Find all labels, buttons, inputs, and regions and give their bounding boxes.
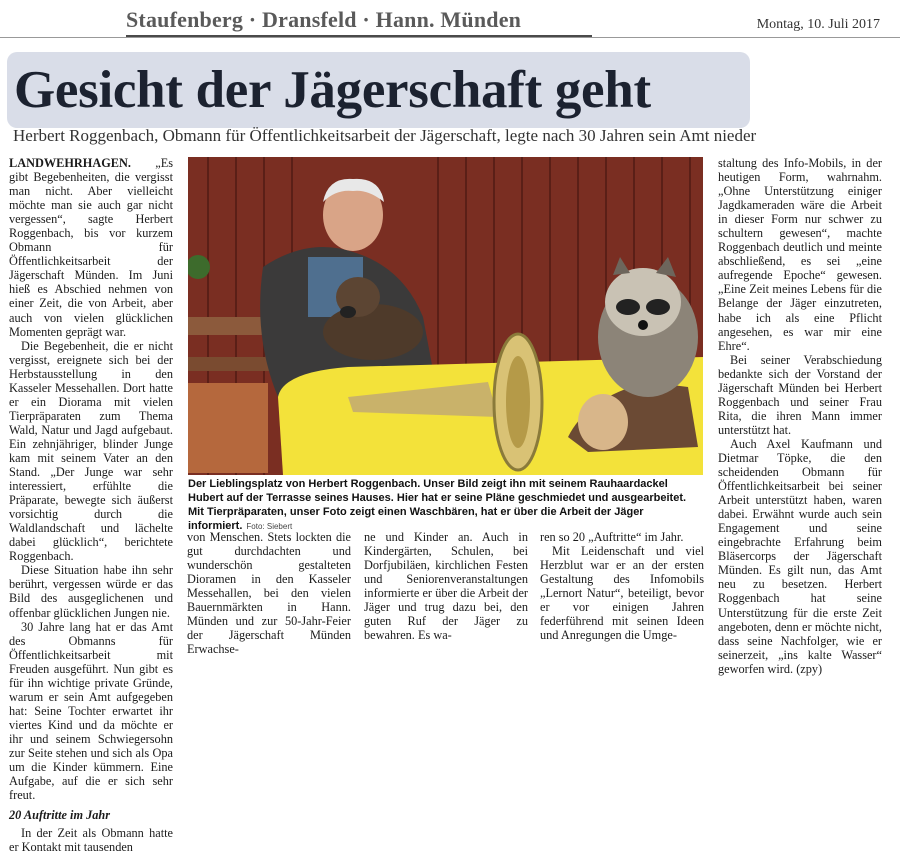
photo-credit: Foto: Siebert <box>246 522 293 531</box>
paragraph-text: „Es gibt Begebenheiten, die vergisst man nicht. Aber vielleicht möchte man sie auch gar nicht vergessen“, sagte Herbert Roggenbach, bis vor kurzem Obmann für Öffentlichkeitsarbeit der Jägerschaft Münden. Im Juni hieß es Abschied nehmen von einer Zeit, die von Arbeit, aber auch von vielen glücklichen Momenten geprägt war. <box>9 156 173 339</box>
paragraph: ne und Kinder an. Auch in Kindergärten, Schulen, bei Dorfjubiläen, kirchlichen Festen und Seniorenveranstaltungen informierte er über die Arbeit der Jäger und trug dazu bei, den guten Ruf der Jäger zu bewahren. Es wa- <box>364 530 528 643</box>
headline: Gesicht der Jägerschaft geht <box>14 61 651 119</box>
issue-date: Montag, 10. Juli 2017 <box>756 17 880 32</box>
paragraph: Auch Axel Kaufmann und Dietmar Töpke, die den scheidenden Obmann für Öffentlichkeitsarbeit bei seiner Arbeit unterstützt haben, waren dabei. Erwähnt wurde auch sein Engagement und seine eingebrachte Erfahrung beim Bläsercorps der Jägerschaft Münden. Es gilt nun, das Amt neu zu besetzen. Herbert Roggenbach hat seine Unterstützung für die erste Zeit angeboten, denn er möchte nicht, dass seine Nachfolger, wie er seinerzeit, „ins kalte Wasser“ geworfen wird. (zpy) <box>718 436 882 676</box>
paragraph: Bei seiner Verabschiedung bedankte sich der Vorstand der Jägerschaft Münden bei Herbert Roggenbach und seiner Frau Rita, die ihren Mann immer unterstützt hat. <box>718 352 882 437</box>
paragraph: von Menschen. Stets lockten die gut durchdachten und wunderschön gestalteten Dioramen in den Kasseler Messehallen, bei den vielen Bauernmärkten in Hann. Münden und zur 50-Jahr-Feier der Jägerschaft Münden Erwachse- <box>187 530 351 657</box>
paragraph: Die Begebenheit, die er nicht vergisst, ereignete sich bei der Herbstausstellung in den Kasseler Messehallen. Dort hatte er ein Diorama mit vielen Tierpräparaten zum Thema Wald, Natur und Jagd aufgebaut. Ein zehnjähriger, blinder Junge kam mit seinem Vater an den Stand. „Der Junge war sehr interessiert, erfühlte die Präparate, bewegte sich äußerst vorsichtig durch die Waldlandschaft und lächelte dabei glücklich“, berichtete Roggenbach. <box>9 338 173 564</box>
photo-illustration <box>188 157 703 475</box>
paragraph: 30 Jahre lang hat er das Amt des Obmanns für Öffentlichkeitsarbeit mit Freuden ausgeführt. Nun gibt es für ihn wichtige private Gründe, warum er sein Amt aufgegeben hat: Seine Tochter erwartet ihr viertes Kind und da möchte er ihr und seinem Schwiegersohn zur Seite stehen und sich als Opa um die Kinder kümmern. Eine Aufgabe, auf die er sich sehr freut. <box>9 619 173 803</box>
paragraph: ren so 20 „Auftritte“ im Jahr. <box>540 530 684 544</box>
article-photo <box>188 157 703 475</box>
paragraph <box>9 156 173 339</box>
paragraph: Diese Situation habe ihn sehr berührt, vergessen würde er das Bild des ausgeglichenen und offenbar glücklichen Jungen nie. <box>9 563 173 620</box>
subheading: 20 Auftritte im Jahr <box>9 808 111 823</box>
paragraph: Mit Leidenschaft und viel Herzblut war er an der ersten Gestaltung des Infomobils „Lernort Natur“, beteiligt, bevor er vor einigen Jahren federführend mit seinen Ideen und Anregungen die Umge- <box>540 544 704 643</box>
paragraph: In der Zeit als Obmann hatte er Kontakt mit tausenden <box>9 826 173 854</box>
article-column-5 <box>718 156 882 676</box>
article-column-3 <box>364 530 528 642</box>
subheadline: Herbert Roggenbach, Obmann für Öffentlichkeitsarbeit der Jägerschaft, legte nach 30 Jahren sein Amt nieder <box>13 126 757 145</box>
article-column-2 <box>187 530 351 656</box>
region-header: Staufenberg · Dransfeld · Hann. Münden <box>126 7 522 32</box>
caption-text: Der Lieblingsplatz von Herbert Roggenbach. Unser Bild zeigt ihn mit seinem Rauhaardackel Hubert auf der Terrasse seines Hauses. Hier hat er seine Pläne geschmiedet und ausgearbeitet. Mit Tierpräparaten, unser Foto zeigt einen Waschbären, hat er über die Arbeit der Jäger informiert. <box>188 478 687 532</box>
dateline: LANDWEHRHAGEN. <box>9 156 131 170</box>
header-divider <box>0 37 900 38</box>
article-column-4 <box>540 530 704 642</box>
article-column-1 <box>9 156 173 854</box>
paragraph: staltung des Info-Mobils, in der heutigen Form, wahrnahm. „Ohne Unterstützung einiger Jagdkameraden wäre die Arbeit in dieser Form nur schwer zu schultern gewesen“, machte Roggenbach deutlich und meinte abschließend, es sei „eine aufregende Epoche“ gewesen. „Eine Zeit meines Lebens für die Belange der Jäger einzutreten, habe ich als eine Pflicht angesehen, es war mir eine Ehre“. <box>718 156 882 353</box>
photo-caption <box>188 477 703 534</box>
